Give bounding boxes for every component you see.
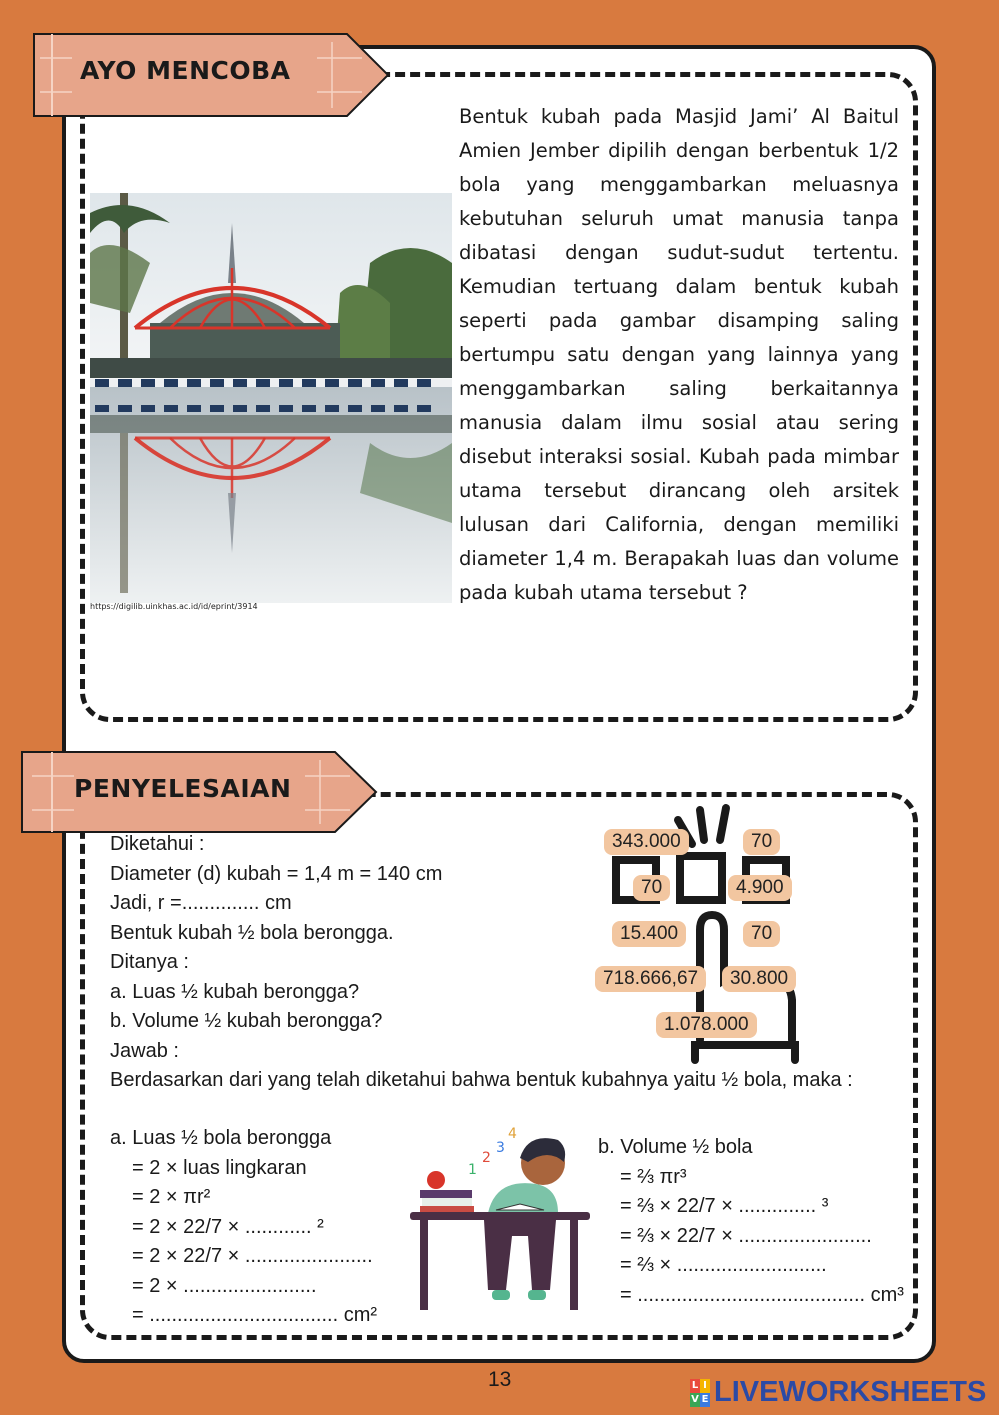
answer-chip[interactable]: 70 — [633, 875, 670, 901]
part-b — [598, 1133, 904, 1310]
part-a-title: a. Luas ½ bola berongga — [110, 1127, 332, 1149]
photo-caption: https://digilib.uinkhas.ac.id/id/eprint/3914 — [90, 602, 258, 611]
intro-text: Berdasarkan dari yang telah diketahui bahwa bentuk kubahnya yaitu ½ bola, maka : — [110, 1069, 853, 1091]
badge-letter: I — [700, 1379, 710, 1393]
part-a-step[interactable]: = 2 × ........................ — [132, 1274, 317, 1297]
doodle-number: 4 — [508, 1126, 517, 1142]
badge-letter: L — [691, 1380, 699, 1391]
part-b-step[interactable]: = ⅔ × 22/7 × .............. ³ — [620, 1195, 829, 1217]
answer-chip[interactable]: 1.078.000 — [656, 1012, 757, 1038]
banner-penyelesaian — [20, 750, 380, 834]
line-ditanya: Ditanya : — [110, 951, 189, 973]
doodle-number: 1 — [468, 1162, 477, 1178]
liveworksheets-logo[interactable] — [690, 1376, 990, 1410]
part-b-title: b. Volume ½ bola — [598, 1136, 753, 1158]
doodle-number: 3 — [496, 1140, 505, 1156]
answer-chip[interactable]: 70 — [743, 829, 780, 855]
brand-text: LIVEWORKSHEETS — [714, 1376, 987, 1408]
page-number: 13 — [488, 1368, 512, 1391]
answer-chip[interactable]: 718.666,67 — [595, 966, 706, 992]
answer-chip[interactable]: 70 — [743, 921, 780, 947]
part-a-step: = 2 × luas lingkaran — [132, 1156, 307, 1179]
part-a-step[interactable]: = .................................. cm² — [132, 1304, 378, 1326]
part-b-step[interactable]: = ⅔ × 22/7 × ........................ — [620, 1224, 872, 1247]
given-and-asked — [110, 830, 442, 1066]
badge-letter: E — [701, 1394, 709, 1405]
answer-chip[interactable]: 15.400 — [612, 921, 686, 947]
doodle-number: 2 — [482, 1150, 491, 1166]
student-studying-illustration — [408, 1118, 593, 1318]
logo-badge — [690, 1379, 710, 1407]
part-a-step[interactable]: = 2 × 22/7 × ....................... — [132, 1245, 373, 1267]
line-diketahui: Diketahui : — [110, 833, 205, 855]
section-title-penyelesaian: PENYELESAIAN — [74, 774, 292, 803]
line-shape: Bentuk kubah ½ bola berongga. — [110, 921, 394, 944]
line-radius-blank: Jadi, r =.............. cm — [110, 892, 292, 914]
line-diameter: Diameter (d) kubah = 1,4 m = 140 cm — [110, 862, 443, 885]
line-question-b: b. Volume ½ kubah berongga? — [110, 1010, 383, 1032]
part-a-step: = 2 × πr² — [132, 1186, 211, 1208]
part-b-step[interactable]: = ......................................... cm³ — [620, 1283, 904, 1306]
answer-chip[interactable]: 343.000 — [604, 829, 689, 855]
line-question-a: a. Luas ½ kubah berongga? — [110, 980, 360, 1003]
line-jawab: Jawab : — [110, 1039, 179, 1062]
section-title-ayo-mencoba: AYO MENCOBA — [80, 56, 291, 85]
part-a — [110, 1124, 377, 1331]
part-a-step[interactable]: = 2 × 22/7 × ............ ² — [132, 1215, 324, 1238]
mosque-photo — [90, 193, 452, 603]
problem-text: Bentuk kubah pada Masjid Jami’ Al Baitul Amien Jember dipilih dengan berbentuk 1/2 bola yang menggambarkan meluasnya kebutuhan seluruh umat manusia tanpa dibatasi dengan sudut-sudut tertentu. Kemudian tertuang dalam bentuk kubah seperti pada gambar disamping saling bertumpu satu dengan yang lainnya yang menggambarkan saling berkaitannya manusia dalam ilmu sosial atau sering disebut interaksi sosial. Kubah pada mimbar utama tersebut dirancang oleh arsitek lulusan dari California, dengan memiliki diameter 1,4 m. Berapakah luas dan volume pada kubah utama tersebut ? — [459, 105, 899, 604]
banner-ayo-mencoba — [32, 32, 392, 118]
badge-letter: V — [691, 1394, 699, 1405]
answer-chip[interactable]: 30.800 — [722, 966, 796, 992]
answer-chip[interactable]: 4.900 — [728, 875, 792, 901]
part-b-step: = ⅔ πr³ — [620, 1165, 687, 1188]
part-b-step[interactable]: = ⅔ × ........................... — [620, 1254, 827, 1276]
